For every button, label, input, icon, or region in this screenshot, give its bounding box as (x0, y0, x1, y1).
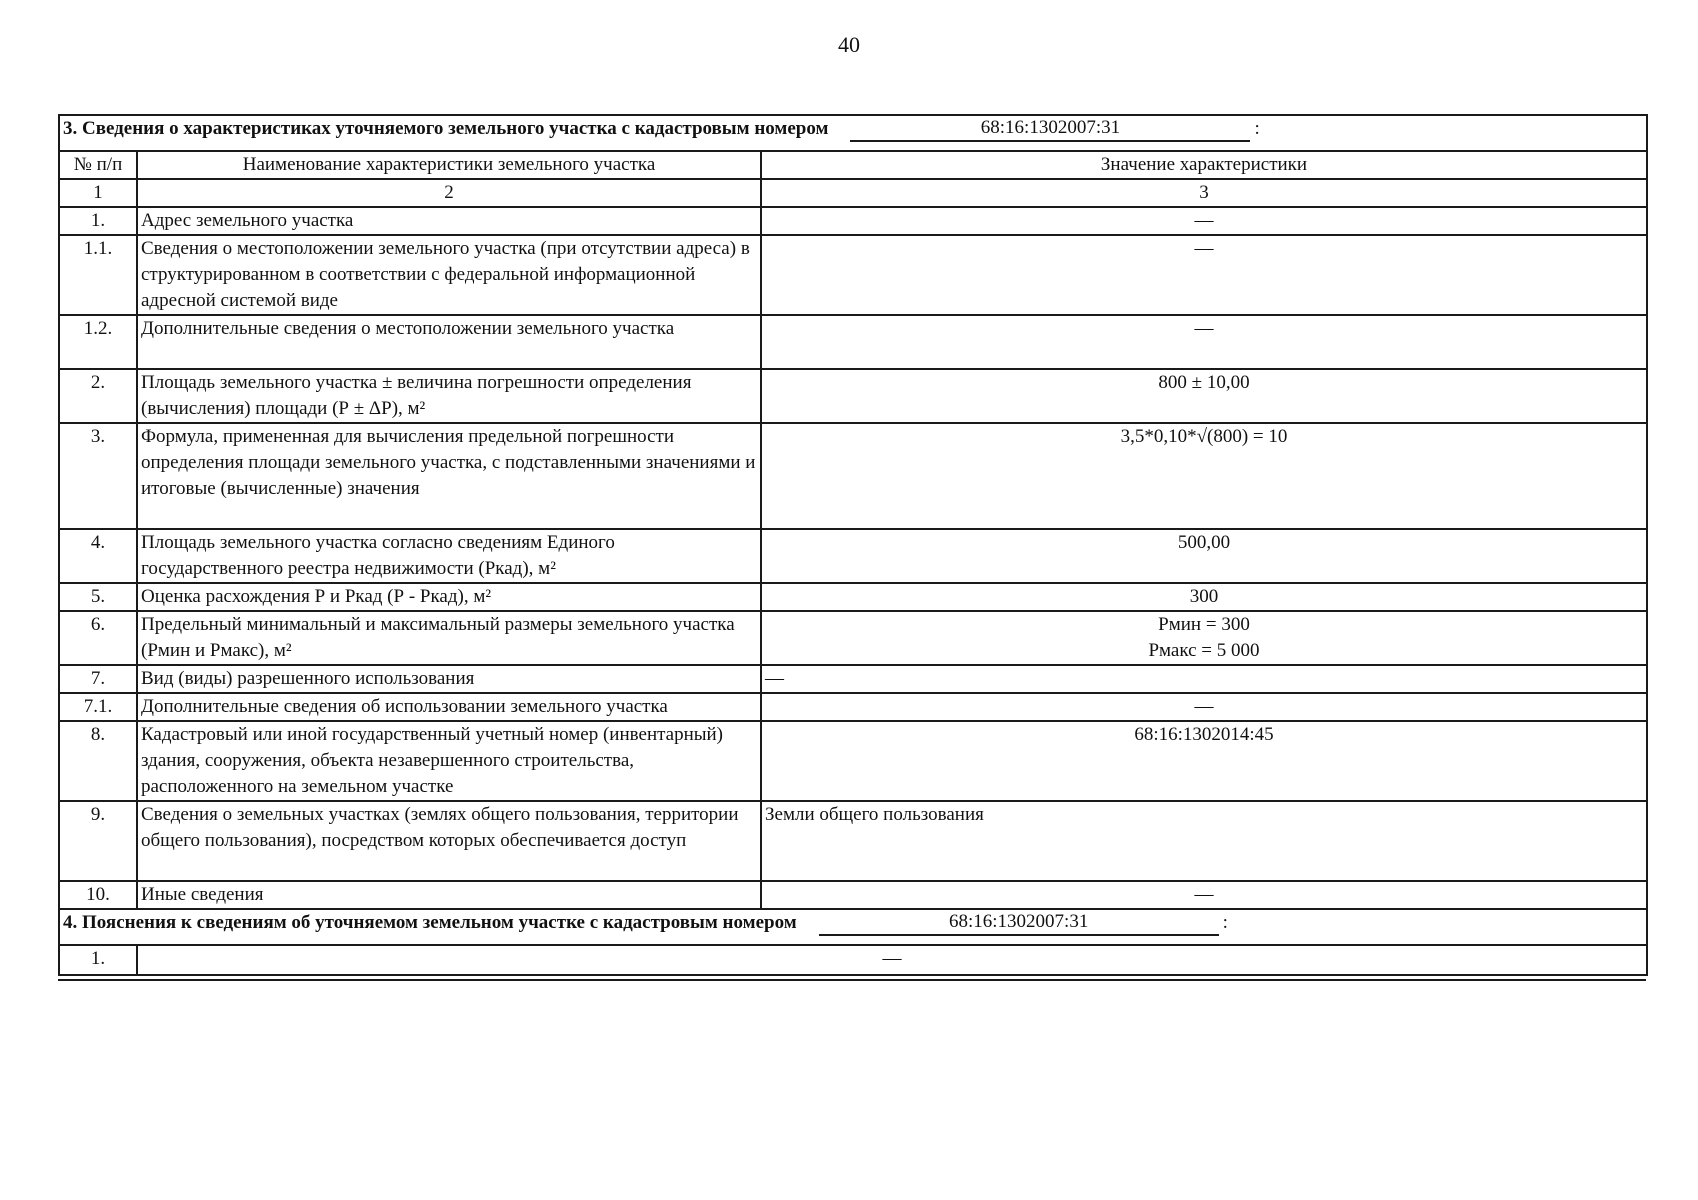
table-row (59, 611, 1647, 665)
row-value: 3,5*0,10*√(800) = 10 (761, 423, 1647, 529)
row-characteristic: Сведения о местоположении земельного участка (при отсутствии адреса) в структурированном в соответствии с федеральной информационной адресной системой виде (137, 235, 761, 315)
table-row (59, 881, 1647, 909)
table-bottom-border (58, 979, 1646, 981)
section-4-header-row (59, 909, 1647, 945)
row-number: 10. (59, 881, 137, 909)
row-number: 8. (59, 721, 137, 801)
table-row (59, 423, 1647, 529)
column-number-2: 2 (137, 179, 761, 207)
section-4-cadastral-number: 68:16:1302007:31 (819, 910, 1219, 936)
table-row (59, 583, 1647, 611)
table-row (59, 665, 1647, 693)
section-3-colon: : (1254, 118, 1260, 139)
row-number: 4. (59, 529, 137, 583)
max-size-value: Рмакс = 5 000 (1148, 640, 1260, 661)
column-header-row (59, 151, 1647, 179)
row-value: — (761, 665, 1647, 693)
min-size-value: Рмин = 300 (1158, 614, 1250, 635)
row-characteristic: Дополнительные сведения об использовании земельного участка (137, 693, 761, 721)
table-row (59, 529, 1647, 583)
row-number: 7. (59, 665, 137, 693)
row-number: 9. (59, 801, 137, 881)
row-value: — (137, 945, 1647, 975)
row-characteristic: Предельный минимальный и максимальный размеры земельного участка (Рмин и Рмакс), м² (137, 611, 761, 665)
section-3-title-cell (59, 115, 1647, 151)
land-plot-characteristics-table (58, 114, 1648, 976)
row-number: 3. (59, 423, 137, 529)
row-value: — (761, 207, 1647, 235)
section-4-title-cell (59, 909, 1647, 945)
row-characteristic: Площадь земельного участка согласно сведениям Единого государственного реестра недвижимости (Ркад), м² (137, 529, 761, 583)
row-characteristic: Адрес земельного участка (137, 207, 761, 235)
row-value: — (761, 235, 1647, 315)
column-number-1: 1 (59, 179, 137, 207)
section-3-cadastral-number: 68:16:1302007:31 (850, 116, 1250, 142)
table-row (59, 315, 1647, 369)
row-number: 1.1. (59, 235, 137, 315)
row-number: 6. (59, 611, 137, 665)
row-value: 300 (761, 583, 1647, 611)
header-value: Значение характеристики (761, 151, 1647, 179)
row-number: 7.1. (59, 693, 137, 721)
row-value: Земли общего пользования (761, 801, 1647, 881)
row-characteristic: Сведения о земельных участках (землях общего пользования, территории общего пользования), посредством которых обеспечивается доступ (137, 801, 761, 881)
table-row (59, 235, 1647, 315)
section-4-colon: : (1222, 912, 1228, 933)
table-row (59, 945, 1647, 975)
row-value: — (761, 693, 1647, 721)
table-row (59, 693, 1647, 721)
header-name: Наименование характеристики земельного участка (137, 151, 761, 179)
table-row (59, 801, 1647, 881)
table-row (59, 207, 1647, 235)
row-characteristic: Вид (виды) разрешенного использования (137, 665, 761, 693)
row-characteristic: Кадастровый или иной государственный учетный номер (инвентарный) здания, сооружения, объекта незавершенного строительства, расположенного на земельном участке (137, 721, 761, 801)
row-characteristic: Площадь земельного участка ± величина погрешности определения (вычисления) площади (Р ± ΔР), м² (137, 369, 761, 423)
table-row (59, 721, 1647, 801)
row-value: — (761, 881, 1647, 909)
row-value: 800 ± 10,00 (761, 369, 1647, 423)
section-3-header-row (59, 115, 1647, 151)
row-number: 5. (59, 583, 137, 611)
row-characteristic: Дополнительные сведения о местоположении земельного участка (137, 315, 761, 369)
column-number-row (59, 179, 1647, 207)
row-characteristic: Оценка расхождения Р и Ркад (Р - Ркад), м² (137, 583, 761, 611)
row-value (761, 611, 1647, 665)
section-3-title: 3. Сведения о характеристиках уточняемого земельного участка с кадастровым номером (63, 118, 829, 139)
row-value: — (761, 315, 1647, 369)
row-characteristic: Иные сведения (137, 881, 761, 909)
header-num: № п/п (59, 151, 137, 179)
row-number: 1.2. (59, 315, 137, 369)
row-characteristic: Формула, примененная для вычисления предельной погрешности определения площади земельного участка, с подставленными значениями и итоговые (вычисленные) значения (137, 423, 761, 529)
row-number: 2. (59, 369, 137, 423)
row-number: 1. (59, 945, 137, 975)
page-number: 40 (838, 32, 860, 57)
row-value: 500,00 (761, 529, 1647, 583)
section-4-title: 4. Пояснения к сведениям об уточняемом земельном участке с кадастровым номером (63, 912, 797, 933)
row-value: 68:16:1302014:45 (761, 721, 1647, 801)
column-number-3: 3 (761, 179, 1647, 207)
row-number: 1. (59, 207, 137, 235)
table-row (59, 369, 1647, 423)
